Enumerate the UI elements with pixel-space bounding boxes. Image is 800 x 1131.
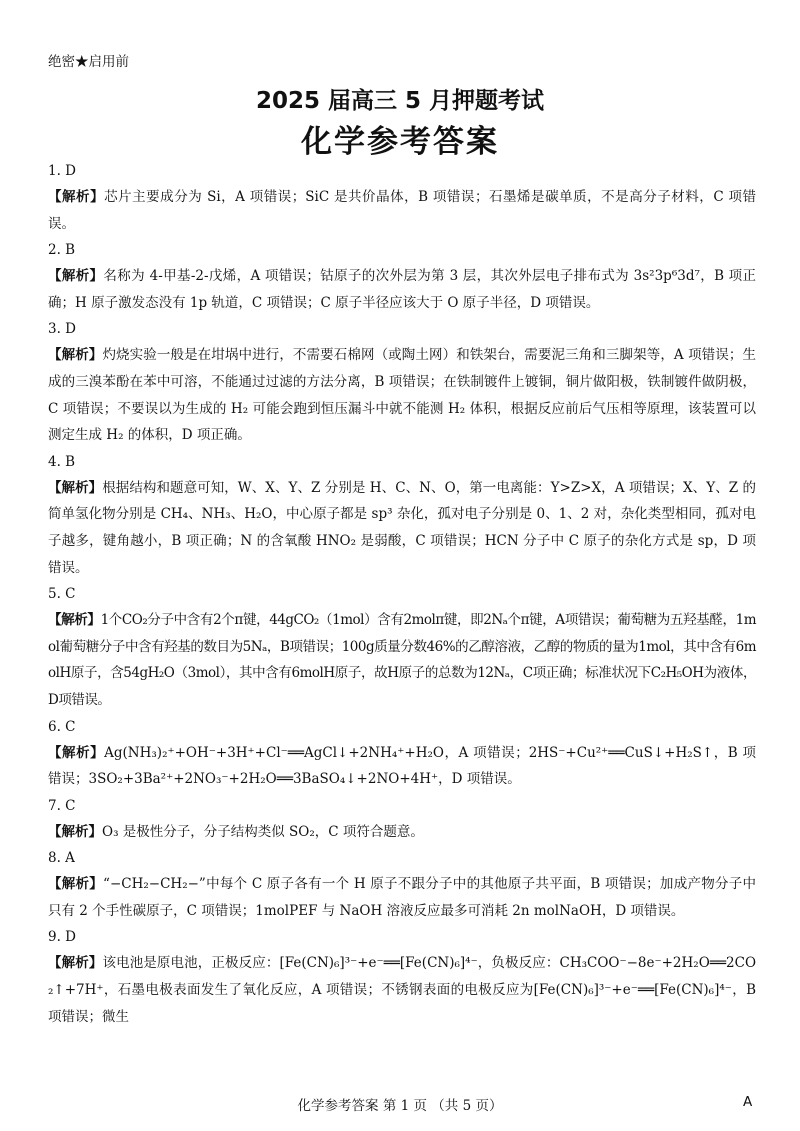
explanation-text: 名称为 4-甲基-2-戊烯，A 项错误；钴原子的次外层为第 3 层，其次外层电子排布式为 3s²3p⁶3d⁷，B 项正确；H 原子激发态没有 1p 轨道，C 项错误；C 原子半径应该大于 O 原子半径，D 项错误。 [48, 268, 757, 311]
explanation-tag: 【解析】 [48, 189, 105, 205]
explanation-tag: 【解析】 [48, 479, 103, 496]
question-item [48, 714, 756, 793]
question-item [48, 581, 756, 713]
confidential-label: 绝密★启用前 [48, 54, 129, 70]
answer-line: 5. C [48, 586, 76, 603]
explanation-tag: 【解析】 [48, 744, 105, 761]
explanation [48, 475, 756, 581]
explanation-text: 灼烧实验一般是在坩埚中进行，不需要石棉网（或陶土网）和铁架台，需要泥三角和三脚架等，A 项错误；生成的三溴苯酚在苯中可溶，不能通过过滤的方法分离，B 项错误；在铁制镀件上镀铜，铜片做阳极，铁制镀件做阴极，C 项错误；不要误以为生成的 H₂ 可能会跑到恒压漏斗中就不能测 H₂ 体积，根据反应前后气压相等原理，该装置可以测定生成 H₂ 的体积，D 项正确。 [48, 347, 757, 444]
explanation [48, 607, 756, 713]
explanation-tag: 【解析】 [48, 347, 103, 364]
answer-list [48, 158, 756, 1030]
answer-line: 1. D [48, 163, 76, 179]
explanation [48, 740, 756, 793]
explanation-tag: 【解析】 [48, 955, 103, 972]
answer-line: 7. C [48, 797, 76, 814]
explanation-tag: 【解析】 [48, 823, 102, 840]
explanation-text: 1个CO₂分子中含有2个π键，44gCO₂（1mol）含有2molπ键，即2Nₐ个π键，A项错误；葡萄糖为五羟基醛，1mol葡萄糖分子中含有羟基的数目为5Nₐ，B项错误；100g质量分数46%的乙醇溶液，乙醇的物质的量为1mol，其中含有6molH原子，含54gH₂O（3mol），其中含有6molH原子，故H原子的总数为12Nₐ，C项正确；标准状况下C₂H₅OH为液体，D项错误。 [48, 612, 757, 708]
question-item [48, 793, 756, 846]
answer-line: 6. C [48, 718, 76, 735]
question-item [48, 158, 756, 237]
explanation-text: 该电池是原电池，正极反应：[Fe(CN)₆]³⁻+e⁻══[Fe(CN)₆]⁴⁻，负极反应：CH₃COO⁻−8e⁻+2H₂O══2CO₂↑+7H⁺，石墨电极表面发生了氧化反应，A 项错误；不锈钢表面的电极反应为[Fe(CN)₆]³⁻+e⁻══[Fe(CN)₆]⁴⁻，B 项错误；微生 [48, 955, 757, 1025]
explanation [48, 263, 756, 316]
explanation-text: O₃ 是极性分子，分子结构类似 SO₂，C 项符合题意。 [102, 823, 424, 840]
question-item [48, 316, 756, 448]
explanation [48, 950, 756, 1030]
explanation-text: “−CH₂−CH₂−”中每个 C 原子各有一个 H 原子不跟分子中的其他原子共平面，B 项错误；加成产物分子中只有 2 个手性碳原子，C 项错误；1molPEF 与 NaOH 溶液反应最多可消耗 2n molNaOH，D 项错误。 [48, 876, 756, 919]
explanation-text: Ag(NH₃)₂⁺+OH⁻+3H⁺+Cl⁻══AgCl↓+2NH₄⁺+H₂O，A 项错误；2HS⁻+Cu²⁺══CuS↓+H₂S↑，B 项错误；3SO₂+3Ba²⁺+2NO₃⁻+2H₂O══3BaSO₄↓+2NO+4H⁺，D 项错误。 [48, 744, 757, 788]
question-item [48, 845, 756, 924]
explanation-text: 根据结构和题意可知，W、X、Y、Z 分别是 H、C、N、O，第一电离能：Y>Z>X，A 项错误；X、Y、Z 的简单氢化物分别是 CH₄、NH₃、H₂O，中心原子都是 sp³ 杂化，孤对电子分别是 0、1、2 对，杂化类型相同，孤对电子越多，键角越小，B 项正确；N 的含氧酸 HNO₂ 是弱酸，C 项错误；HCN 分子中 C 原子的杂化方式是 sp，D 项错误。 [48, 479, 756, 576]
answer-line: 2. B [48, 242, 76, 259]
question-item [48, 237, 756, 316]
explanation [48, 819, 756, 846]
question-item [48, 924, 756, 1030]
explanation [48, 342, 756, 448]
exam-title: 2025 届高三 5 月押题考试 [255, 88, 545, 114]
explanation-tag: 【解析】 [48, 612, 101, 629]
answer-line: 4. B [48, 453, 76, 470]
explanation [48, 871, 756, 924]
explanation-tag: 【解析】 [48, 268, 104, 285]
explanation [48, 184, 756, 237]
answer-line: 8. A [48, 850, 75, 867]
explanation-text: 芯片主要成分为 Si，A 项错误；SiC 是共价晶体，B 项错误；石墨烯是碳单质，不是高分子材料，C 项错误。 [48, 189, 756, 232]
version-mark: A [743, 1094, 753, 1110]
explanation-tag: 【解析】 [48, 876, 104, 893]
answer-line: 3. D [48, 321, 76, 338]
answer-line: 9. D [48, 929, 76, 946]
page-title: 化学参考答案 [301, 124, 499, 160]
question-item [48, 449, 756, 581]
page-footer: 化学参考答案 第 1 页 （共 5 页） [297, 1098, 503, 1114]
